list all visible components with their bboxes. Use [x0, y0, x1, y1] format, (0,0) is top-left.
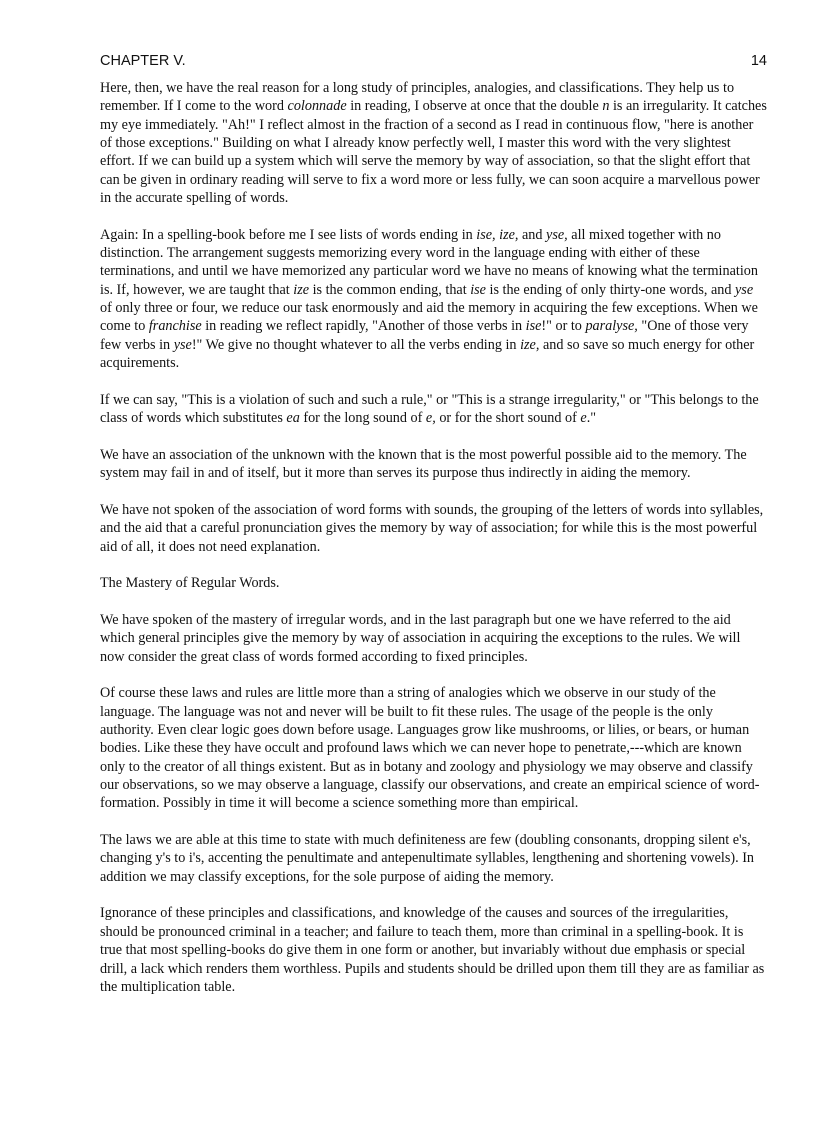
- italic-term: ise: [525, 318, 542, 335]
- chapter-heading: CHAPTER V.: [100, 53, 186, 69]
- text-run: !" We give no thought whatever to all the verbs ending in: [191, 336, 521, 353]
- italic-term: franchise: [148, 318, 202, 335]
- text-run: Ignorance of these principles and classifications, and knowledge of the causes and sources of the irregularities, should be pronounced criminal in a teacher; and failure to teach them, more than criminal in a spelling-book. It is true that most spelling-books do give them in one form or another, but invariably without due emphasis or special drill, a lack which renders them worthless. Pupils and students should be drilled upon them till they are as familiar as the multiplication table.: [100, 905, 765, 995]
- paragraph: [100, 831, 768, 886]
- paragraph: [100, 446, 768, 483]
- paragraph: [100, 79, 768, 207]
- italic-term: colonnade: [287, 98, 347, 115]
- italic-term: ize,: [520, 336, 540, 353]
- italic-term: yse: [173, 336, 192, 353]
- paragraph: [100, 904, 768, 996]
- text-run: is the ending of only thirty-one words, and: [485, 281, 735, 298]
- page-number: 14: [750, 53, 767, 69]
- italic-term: ize: [293, 281, 310, 298]
- text-run: We have spoken of the mastery of irregular words, and in the last paragraph but one we have referred to the aid which general principles give the memory by way of association in acquiring the exceptions to the rules. We will now consider the great class of words formed according to fixed principles.: [100, 611, 741, 665]
- italic-term: yse: [735, 281, 754, 298]
- text-run: The laws we are able at this time to state with much definiteness are few (doubling consonants, dropping silent e's, changing y's to i's, accenting the penultimate and antepenultimate syllables, lengthening and shortening vowels). In addition we may classify exceptions, for the sole purpose of aiding the memory.: [100, 832, 755, 885]
- italic-term: ise: [470, 281, 486, 298]
- text-run: Of course these laws and rules are little more than a string of analogies which we observe in our study of the language. The language was not and never will be built to fit these rules. The usage of the people is the only authority. Even clear logic goes down before usage. Languages grow like mushrooms, or lilies, or bears, or human bodies. Like these they have occult and profound laws which we can never hope to penetrate,---which are known only to the creator of all things existent. But as in botany and zoology and physiology we may observe and classify our observations, so we may observe a language, classify our observations, and create an empirical science of word-formation. Possibly in time it will become a science something more than empirical.: [100, 685, 760, 812]
- italic-term: ea: [286, 410, 300, 427]
- italic-term: n: [602, 98, 610, 115]
- paragraph: [100, 391, 768, 428]
- text-run: in reading we reflect rapidly, "Another of those verbs in: [201, 318, 526, 335]
- paragraph: [100, 574, 768, 592]
- text-run: Again: In a spelling-book before me I see lists of words ending in: [100, 226, 477, 243]
- italic-term: e,: [425, 410, 436, 427]
- text-run: .": [586, 410, 597, 427]
- text-run: We have an association of the unknown with the known that is the most powerful possible aid to the memory. The system may fail in and of itself, but it more than serves its purpose thus indirectly in aiding the memory.: [100, 446, 747, 482]
- text-run: Here, then, we have the real reason for a long study of principles, analogies, and classifications. They help us to remember. If I come to the word: [100, 80, 735, 115]
- paragraph: [100, 611, 768, 666]
- text-run: and: [518, 226, 547, 243]
- text-run: and so save so much energy for other acquirements.: [100, 336, 755, 372]
- italic-term: ise, ize,: [476, 226, 519, 243]
- text-run: The Mastery of Regular Words.: [100, 575, 280, 592]
- text-run: If we can say, "This is a violation of such and such a rule," or "This is a strange irregularity," or "This belongs to the class of words which substitutes: [100, 391, 759, 427]
- paragraph: [100, 226, 768, 373]
- text-run: is an irregularity. It catches my eye immediately. "Ah!" I reflect almost in the fraction of a second as I read in continuous flow, "here is another of those exceptions." Building on what I already know perfectly well, I master this word with the very slightest effort. If we can build up a system which will serve the memory by way of association, so that the slight effort that can be given in ordinary reading will serve to fix a word more or less fully, we can soon acquire a marvellous power in the accurate spelling of words.: [100, 98, 767, 207]
- text-run: "One of those very few verbs in: [100, 318, 749, 353]
- text-run: of only three or four, we reduce our task enormously and aid the memory in acquiring the few exceptions. When we come to: [100, 300, 758, 335]
- text-run: all mixed together with no distinction. The arrangement suggests memorizing every word in the language ending with either of these terminations, and until we have memorized any particular word we have no means of knowing what the termination is. If, however, we are taught that: [100, 226, 758, 298]
- italic-term: e: [580, 410, 587, 427]
- text-run: in reading, I observe at once that the double: [346, 98, 603, 115]
- text-run: We have not spoken of the association of word forms with sounds, the grouping of the letters of words into syllables, and the aid that a careful pronunciation gives the memory by way of association; for while this is the most powerful aid of all, it does not need explanation.: [100, 501, 764, 555]
- body-text: [100, 79, 768, 1015]
- paragraph: [100, 684, 768, 812]
- running-header: [100, 53, 767, 73]
- italic-term: paralyse,: [585, 318, 638, 335]
- paragraph: [100, 501, 768, 556]
- text-run: is the common ending, that: [309, 281, 471, 298]
- text-run: for the long sound of: [299, 410, 426, 427]
- text-run: or for the short sound of: [435, 410, 581, 427]
- italic-term: yse,: [546, 226, 568, 243]
- text-run: !" or to: [541, 318, 586, 335]
